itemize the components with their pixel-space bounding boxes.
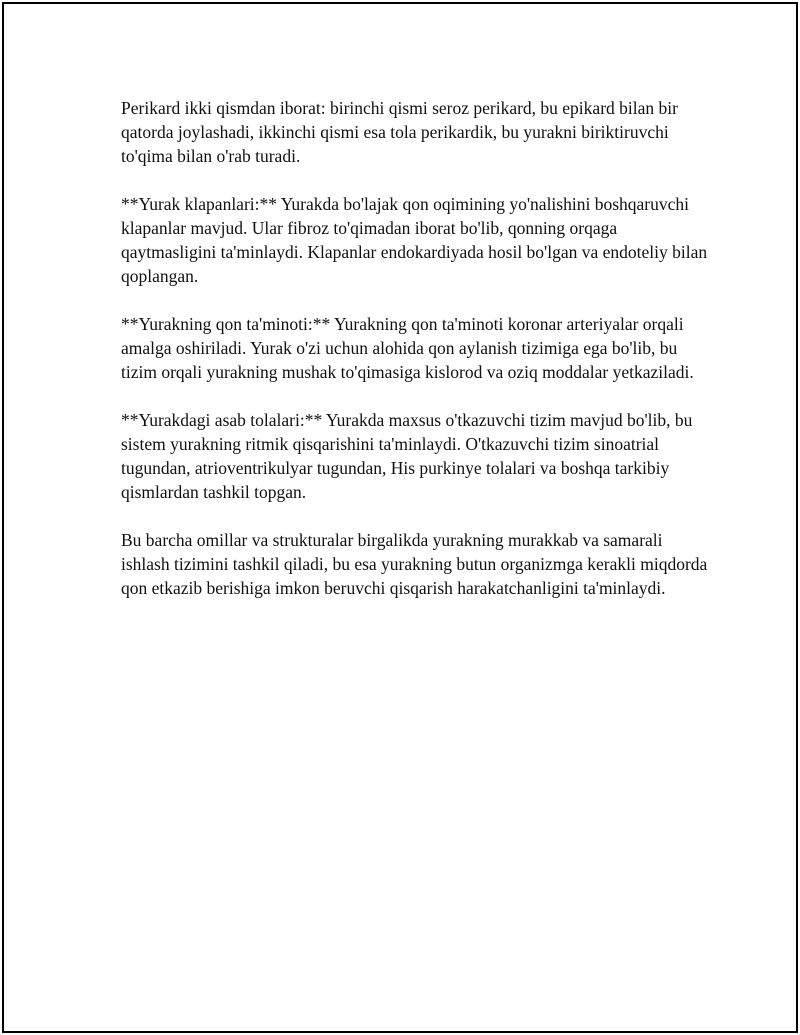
paragraph-conclusion: Bu barcha omillar va strukturalar birgalikda yurakning murakkab va samarali ishlash tizimini tashkil qiladi, bu esa yurakning butun organizmga kerakli miqdorda qon etkazib berishiga imkon beruvchi qisqarish harakatchanligini ta'minlaydi. — [121, 530, 708, 598]
paragraph-blood-supply: **Yurakning qon ta'minoti:** Yurakning qon ta'minoti koronar arteriyalar orqali amalga oshiriladi. Yurak o'zi uchun alohida qon aylanish tizimiga ega bo'lib, bu tizim orqali yurakning mushak to'qimasiga kislorod va oziq moddalar yetkaziladi. — [121, 314, 694, 382]
paragraph-pericardium: Perikard ikki qismdan iborat: birinchi qismi seroz perikard, bu epikard bilan bir qatorda joylashadi, ikkinchi qismi esa tola perikardik, bu yurakni biriktiruvchi to'qima bilan o'rab turadi. — [121, 98, 678, 166]
document-body — [121, 96, 711, 624]
paragraph-nerve-fibers: **Yurakdagi asab tolalari:** Yurakda maxsus o'tkazuvchi tizim mavjud bo'lib, bu sistem yurakning ritmik qisqarishini ta'minlaydi. O'tkazuvchi tizim sinoatrial tugundan, atrioventrikulyar tugundan, His purkinye tolalari va boshqa tarkibiy qismlardan tashkil topgan. — [121, 410, 693, 502]
paragraph-heart-valves: **Yurak klapanlari:** Yurakda bo'lajak qon oqimining yo'nalishini boshqaruvchi klapanlar mavjud. Ular fibroz to'qimadan iborat bo'lib, qonning orqaga qaytmasligini ta'minlaydi. Klapanlar endokardiyada hosil bo'lgan va endoteliy bilan qoplangan. — [121, 194, 708, 286]
page-frame — [2, 2, 798, 1033]
